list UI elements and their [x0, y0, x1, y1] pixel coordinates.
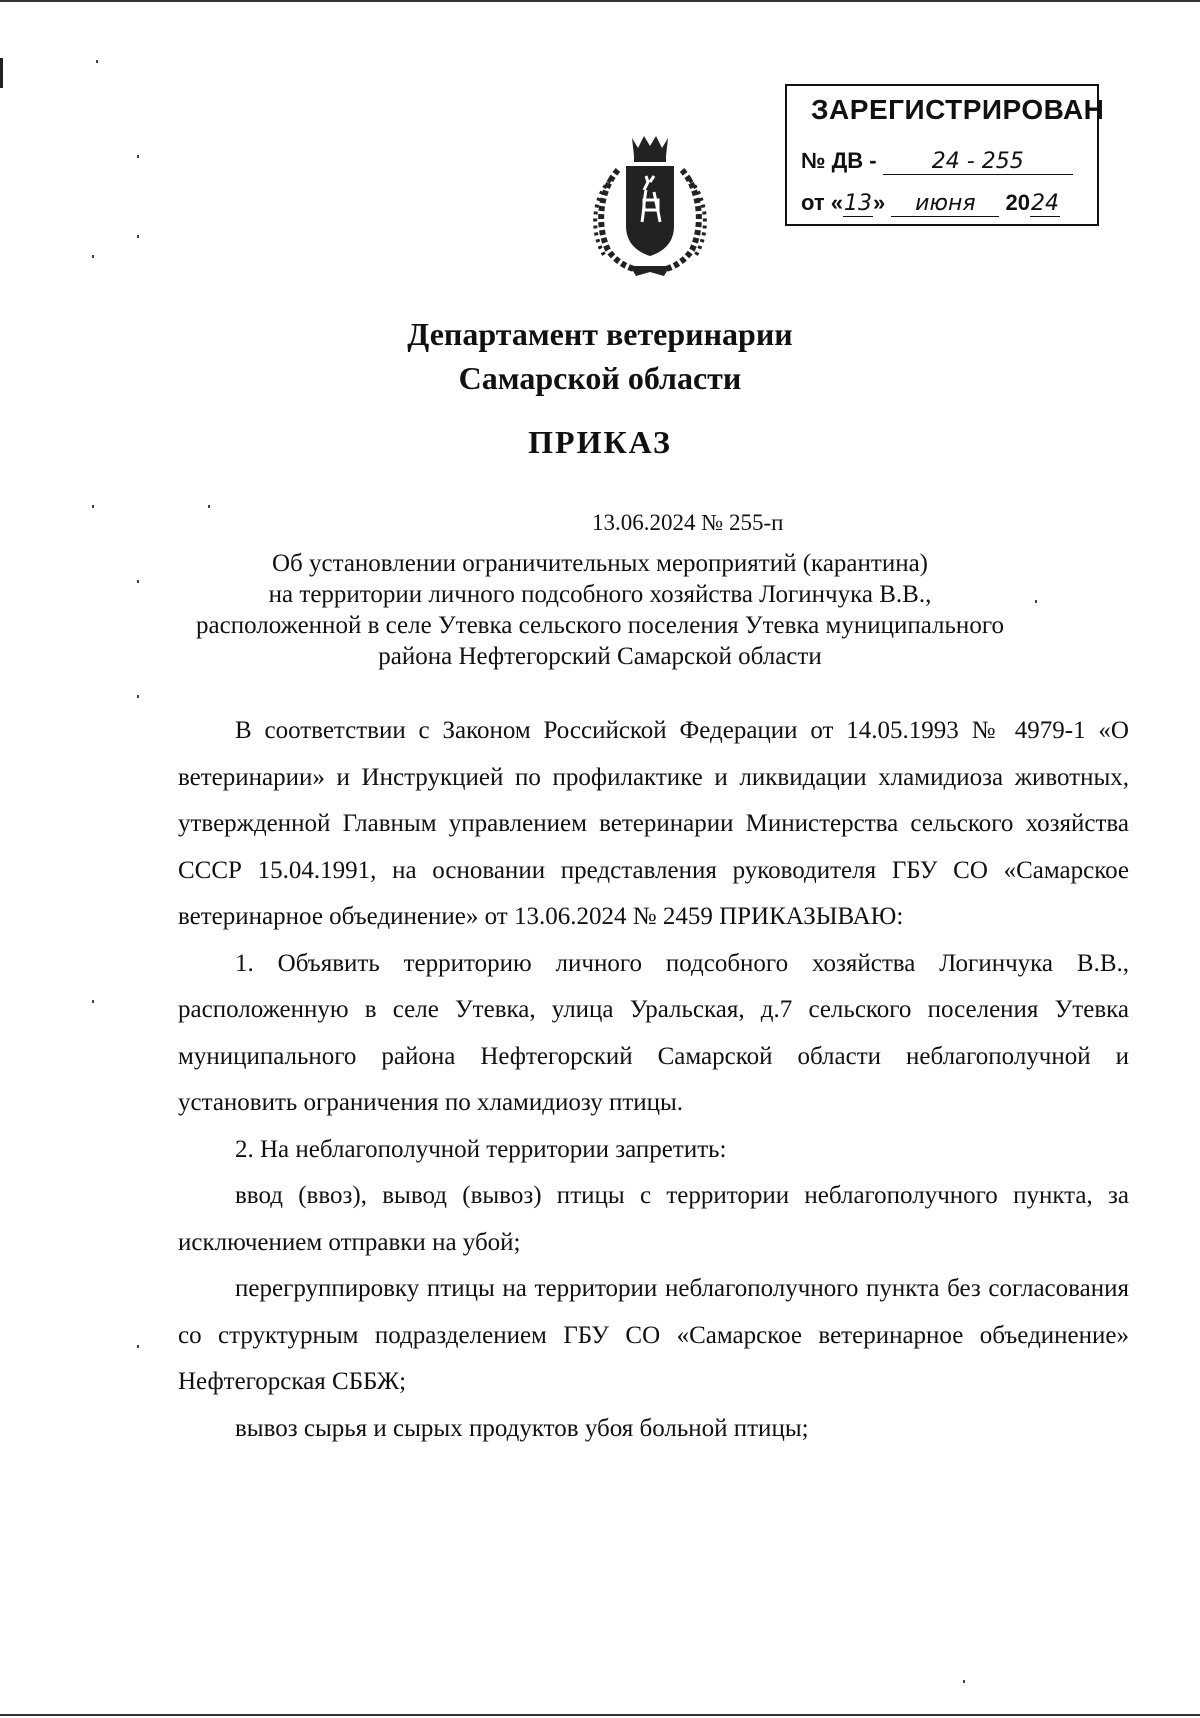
registration-stamp [785, 84, 1105, 226]
subject-line: района Нефтегорский Самарской области [378, 643, 822, 670]
scan-speck [92, 255, 94, 258]
subject-line: на территории личного подсобного хозяйства Логинчука В.В., [268, 581, 932, 608]
stamp-date-mid: » [873, 190, 886, 215]
body-paragraph: 1. Объявить территорию личного подсобного хозяйства Логинчука В.В., расположенную в селе Утевка, улица Уральская, д.7 сельского поселения Утевка муниципального района Нефтегорский Самарской области неблагополучной и установить ограничения по хламидиозу птицы. [178, 949, 1129, 1116]
order-body [178, 708, 1129, 1452]
subject-line: расположенной в селе Утевка сельского поселения Утевка муниципального [196, 612, 1004, 639]
scan-speck [92, 1000, 94, 1003]
samara-coat-of-arms-icon [588, 130, 712, 280]
preamble-paragraph: В соответствии с Законом Российской Федерации от 14.05.1993 № 4979-1 «О ветеринарии» и Инструкцией по профилактике и ликвидации хламидиоза животных, утвержденной Главным управлением ветеринарии Министерства сельского хозяйства СССР 15.04.1991, на основании представления руководителя ГБУ СО «Самарское ветеринарное объединение» от 13.06.2024 № 2459 ПРИКАЗЫВАЮ: [178, 717, 1129, 930]
department-name-line2: Самарской области [458, 360, 742, 396]
body-paragraph: 2. На неблагополучной территории запретить: [235, 1135, 727, 1163]
stamp-number-label: № ДВ - [801, 148, 877, 173]
stamp-date-day: 13 [844, 191, 873, 216]
subject-line: Об установлении ограничительных мероприятий (карантина) [271, 550, 929, 577]
document-type-title: ПРИКАЗ [528, 424, 672, 460]
scan-speck [137, 580, 139, 583]
department-name-line1: Департамент ветеринарии [407, 316, 793, 352]
body-paragraph: перегруппировку птицы на территории неблагополучного пункта без согласования со структурным подразделением ГБУ СО «Самарское ветеринарное объединение» Нефтегорская СББЖ; [178, 1275, 1129, 1395]
scan-edge-mark [0, 58, 3, 88]
stamp-number-row [801, 148, 1073, 175]
stamp-date-year-prefix: 20 [1005, 190, 1030, 215]
stamp-title: ЗАРЕГИСТРИРОВАН [811, 94, 1105, 125]
order-subject [100, 548, 1100, 672]
scan-speck [92, 505, 94, 508]
scan-speck [137, 235, 139, 238]
stamp-number-value: 24 - 255 [883, 149, 1073, 175]
scan-speck [96, 60, 98, 63]
scan-speck [208, 505, 210, 508]
scan-bottom-border [0, 1714, 1200, 1716]
stamp-date-month: июня [891, 191, 999, 217]
scan-speck [137, 155, 139, 158]
order-date-number: 13.06.2024 № 255-п [592, 510, 784, 535]
scan-speck [137, 1345, 139, 1348]
body-paragraph: ввод (ввоз), вывод (вывоз) птицы с территории неблагополучного пункта, за исключением отправки на убой; [178, 1182, 1129, 1256]
scan-speck [137, 695, 139, 698]
scan-top-border [0, 0, 1200, 2]
stamp-date-year-suffix: 24 [1031, 191, 1059, 216]
stamp-date-row [801, 190, 1060, 217]
scan-speck [963, 1680, 965, 1683]
stamp-date-prefix: от « [801, 190, 844, 215]
body-paragraph: вывоз сырья и сырых продуктов убоя больной птицы; [235, 1414, 809, 1442]
scan-speck [1035, 600, 1037, 603]
